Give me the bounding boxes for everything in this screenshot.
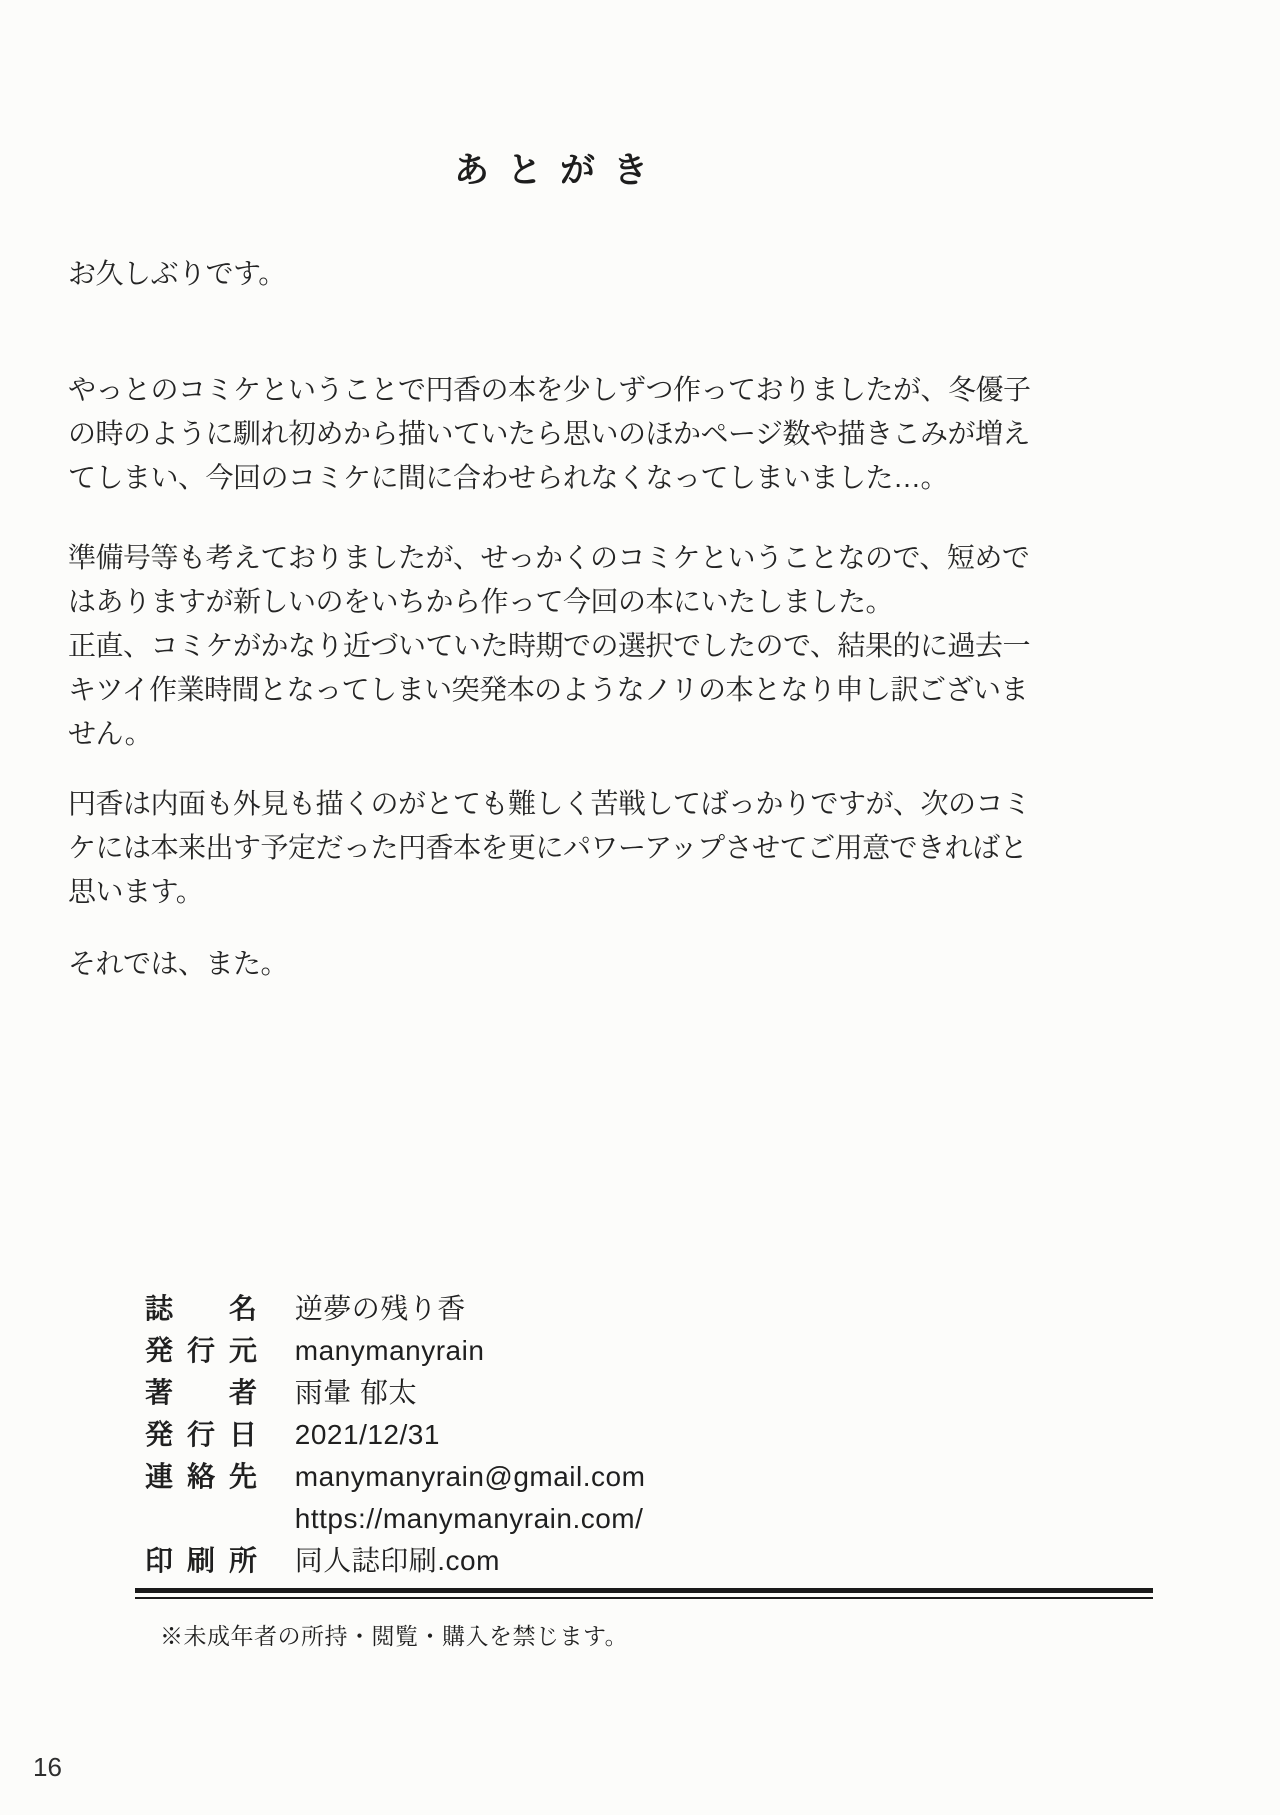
paragraph-next-comiket xyxy=(68,782,1068,914)
colophon-email: manymanyrain@gmail.com xyxy=(294,1461,646,1492)
page-number: 16 xyxy=(33,1752,62,1782)
footer-rule-thick xyxy=(135,1588,1153,1593)
colophon-label: 印刷所 xyxy=(145,1545,257,1576)
paragraph-line: それでは、また。 xyxy=(68,948,289,979)
paragraph-line: せん。 xyxy=(68,718,153,749)
colophon-value: manymanyrain xyxy=(294,1335,485,1366)
paragraph-comiket-delay xyxy=(68,368,1068,500)
paragraph-line: の時のように馴れ初めから描いていたら思いのほかページ数や描きこみが増え xyxy=(68,418,1030,449)
age-restriction-disclaimer: ※未成年者の所持・閲覧・購入を禁じます。 xyxy=(160,1624,629,1649)
colophon-label: 著者 xyxy=(145,1377,257,1408)
colophon-row-contact-email xyxy=(145,1456,1045,1498)
paragraph-line: お久しぶりです。 xyxy=(68,258,286,289)
paragraph-line: キツイ作業時間となってしまい突発本のようなノリの本となり申し訳ございま xyxy=(68,674,1028,705)
colophon-row-title xyxy=(145,1288,1045,1330)
paragraph-line: 準備号等も考えておりましたが、せっかくのコミケということなので、短めで xyxy=(68,542,1030,573)
colophon-value: 同人誌印刷.com xyxy=(294,1545,500,1576)
colophon-value: 2021/12/31 xyxy=(294,1419,440,1450)
paragraph-line: ケには本来出す予定だった円香本を更にパワーアップさせてご用意できればと xyxy=(68,832,1028,863)
colophon xyxy=(145,1288,1045,1582)
footer-rule-thin xyxy=(135,1597,1153,1599)
colophon-value: 雨暈 郁太 xyxy=(294,1377,418,1408)
page-title: あとがき xyxy=(453,151,666,190)
paragraph-closing xyxy=(68,942,1068,986)
colophon-row-printer xyxy=(145,1540,1045,1582)
paragraph-line: てしまい、今回のコミケに間に合わせられなくなってしまいました…。 xyxy=(68,462,949,493)
paragraph-line: 円香は内面も外見も描くのがとても難しく苦戦してばっかりですが、次のコミ xyxy=(68,788,1031,819)
colophon-label: 発行日 xyxy=(145,1419,257,1450)
paragraph-preparation xyxy=(68,536,1068,756)
paragraph-line: やっとのコミケということで円香の本を少しずつ作っておりましたが、冬優子 xyxy=(68,374,1031,405)
colophon-row-date xyxy=(145,1414,1045,1456)
colophon-row-contact-url xyxy=(145,1498,1045,1540)
paragraph-line: 正直、コミケがかなり近づいていた時期での選択でしたので、結果的に過去一 xyxy=(68,630,1030,661)
colophon-row-author xyxy=(145,1372,1045,1414)
colophon-value: 逆夢の残り香 xyxy=(294,1293,466,1324)
colophon-url: https://manymanyrain.com/ xyxy=(294,1503,644,1534)
colophon-label: 誌名 xyxy=(145,1293,257,1324)
paragraph-greeting xyxy=(68,252,1068,296)
colophon-label: 連絡先 xyxy=(145,1461,257,1492)
paragraph-line: はありますが新しいのをいちから作って今回の本にいたしました。 xyxy=(68,586,894,617)
colophon-row-publisher xyxy=(145,1330,1045,1372)
colophon-label: 発行元 xyxy=(145,1335,257,1366)
paragraph-line: 思います。 xyxy=(68,876,204,907)
